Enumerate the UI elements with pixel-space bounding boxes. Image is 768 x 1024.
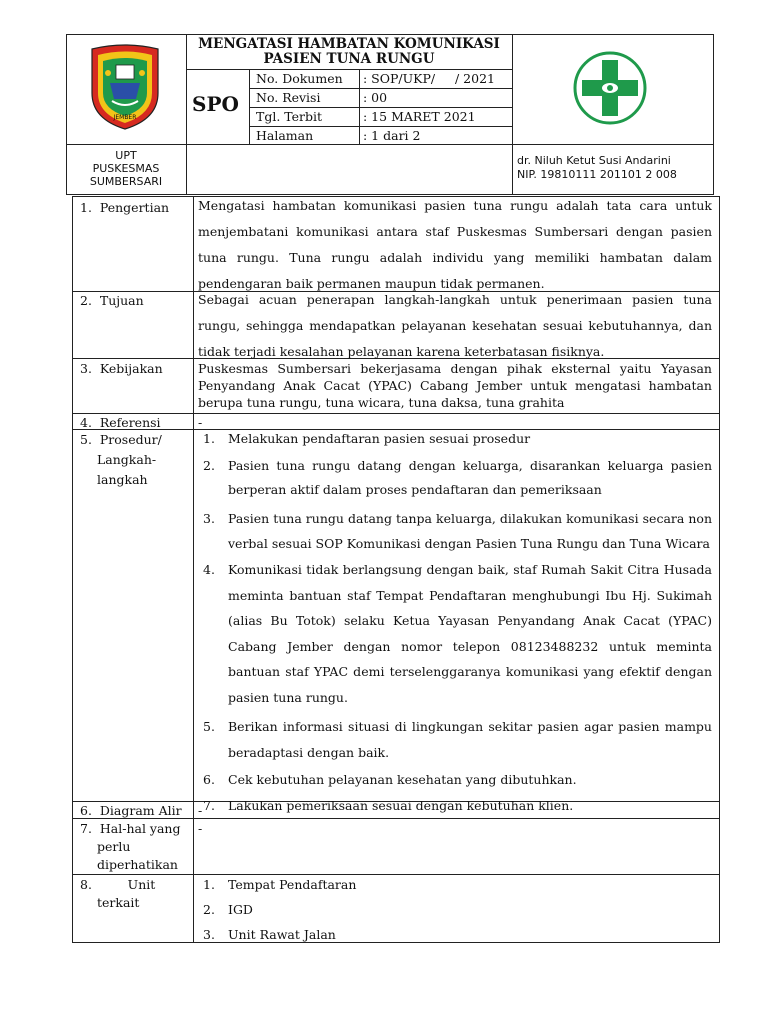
meta-value-revisi: : 00 bbox=[363, 90, 388, 105]
label-hal-2: perlu bbox=[97, 839, 131, 854]
label-unit-1: 8. Unit bbox=[80, 877, 156, 892]
signer-name: dr. Niluh Ketut Susi Andarini bbox=[517, 154, 671, 167]
document-title-line2: PASIEN TUNA RUNGU bbox=[263, 51, 435, 67]
unit-number: 1. bbox=[203, 877, 215, 892]
unit-list bbox=[203, 872, 712, 947]
unit-text: IGD bbox=[228, 902, 253, 917]
meta-value-dokumen: : SOP/UKP/ / 2021 bbox=[363, 71, 495, 86]
text-kebijakan: Puskesmas Sumbersari bekerjasama dengan pihak eksternal yaitu Yayasan Penyandang Anak Cacat (YPAC) Cabang Jember untuk mengatasi hambatan berupa tuna rungu, tuna wicara, tuna daksa, tuna grahita bbox=[198, 361, 712, 410]
meta-label-halaman: Halaman bbox=[256, 128, 314, 143]
step-text: Melakukan pendaftaran pasien sesuai prosedur bbox=[228, 431, 531, 446]
label-diagram: 6. Diagram Alir bbox=[80, 803, 182, 818]
label-prosedur-2: Langkah- bbox=[97, 452, 157, 467]
step-text: Komunikasi tidak berlangsung dengan baik, staf Rumah Sakit Citra Husada meminta bantuan staf Tempat Pendaftaran menghubungi Ibu Hj. Sukimah (alias Bu Totok) selaku Ketua Yayasan Penyandang Anak Cacat (YPAC) Cabang Jember dengan nomor telepon 08123488232 untuk meminta bantuan staf YPAC demi terselenggaranya komunikasi yang efektif dengan pasien tuna rungu. bbox=[228, 562, 712, 705]
procedure-steps bbox=[203, 429, 712, 813]
step-text: Pasien tuna rungu datang dengan keluarga, disarankan keluarga pasien berperan aktif dalam proses pendaftaran dan pemeriksaan bbox=[228, 458, 712, 497]
list-item bbox=[203, 897, 712, 922]
list-item bbox=[203, 872, 712, 897]
meta-label-terbit: Tgl. Terbit bbox=[256, 109, 323, 124]
signer-nip: NIP. 19810111 201101 2 008 bbox=[517, 168, 677, 181]
list-item bbox=[203, 454, 712, 502]
step-number: 6. bbox=[203, 772, 215, 787]
label-prosedur-1: 5. Prosedur/ bbox=[80, 432, 162, 447]
label-hal-1: 7. Hal-hal yang bbox=[80, 821, 181, 836]
step-number: 4. bbox=[203, 562, 215, 577]
meta-value-terbit: : 15 MARET 2021 bbox=[363, 109, 476, 124]
step-number: 3. bbox=[203, 511, 215, 526]
list-item bbox=[203, 506, 712, 556]
step-text: Cek kebutuhan pelayanan kesehatan yang dibutuhkan. bbox=[228, 772, 577, 787]
list-item bbox=[203, 426, 712, 452]
text-hal: - bbox=[198, 821, 203, 836]
spo-label: SPO bbox=[192, 92, 239, 116]
org-line2: PUSKESMAS bbox=[92, 162, 160, 175]
list-item bbox=[203, 793, 712, 819]
text-diagram: - bbox=[198, 803, 203, 818]
puskesmas-logo bbox=[572, 50, 648, 126]
step-text: Lakukan pemeriksaan sesuai dengan kebutuhan klien. bbox=[228, 798, 574, 813]
label-referensi: 4. Referensi bbox=[80, 415, 161, 430]
label-unit-2: terkait bbox=[97, 895, 140, 910]
meta-label-dokumen: No. Dokumen bbox=[256, 71, 343, 86]
document-title-line1: MENGATASI HAMBATAN KOMUNIKASI bbox=[198, 36, 500, 52]
list-item bbox=[203, 922, 712, 947]
list-item bbox=[203, 557, 712, 710]
org-line1: UPT bbox=[115, 149, 137, 162]
step-number: 7. bbox=[203, 798, 215, 813]
step-number: 5. bbox=[203, 719, 215, 734]
list-item bbox=[203, 767, 712, 793]
unit-number: 3. bbox=[203, 927, 215, 942]
text-referensi: - bbox=[198, 415, 203, 430]
step-number: 1. bbox=[203, 431, 215, 446]
unit-number: 2. bbox=[203, 902, 215, 917]
label-hal-3: diperhatikan bbox=[97, 857, 178, 872]
step-text: Berikan informasi situasi di lingkungan sekitar pasien agar pasien mampu beradaptasi dengan baik. bbox=[228, 719, 712, 760]
step-text: Pasien tuna rungu datang tanpa keluarga, dilakukan komunikasi secara non verbal sesuai SOP Komunikasi dengan Pasien Tuna Rungu dan Tuna Wicara bbox=[228, 511, 712, 551]
label-tujuan: 2. Tujuan bbox=[80, 293, 144, 308]
step-number: 2. bbox=[203, 458, 215, 473]
text-tujuan: Sebagai acuan penerapan langkah-langkah untuk penerimaan pasien tuna rungu, sehingga mendapatkan pelayanan kesehatan sesuai kebutuhannya, dan tidak terjadi kesalahan pelayanan karena keterbatasan fisiknya. bbox=[198, 292, 712, 359]
text-pengertian: Mengatasi hambatan komunikasi pasien tuna rungu adalah tata cara untuk menjembatani komunikasi antara staf Puskesmas Sumbersari dengan pasien tuna rungu. Tuna rungu adalah individu yang memiliki hambatan dalam pendengaran baik permanen maupun tidak permanen. bbox=[198, 198, 712, 291]
logo-caption: JEMBER bbox=[113, 114, 137, 121]
unit-text: Tempat Pendaftaran bbox=[228, 877, 357, 892]
label-prosedur-3: langkah bbox=[97, 472, 148, 487]
label-kebijakan: 3. Kebijakan bbox=[80, 361, 163, 376]
jember-logo bbox=[86, 43, 164, 131]
org-line3: SUMBERSARI bbox=[89, 175, 163, 188]
unit-text: Unit Rawat Jalan bbox=[228, 927, 336, 942]
label-pengertian: 1. Pengertian bbox=[80, 200, 170, 215]
meta-value-halaman: : 1 dari 2 bbox=[363, 128, 421, 143]
meta-label-revisi: No. Revisi bbox=[256, 90, 321, 105]
list-item bbox=[203, 714, 712, 766]
